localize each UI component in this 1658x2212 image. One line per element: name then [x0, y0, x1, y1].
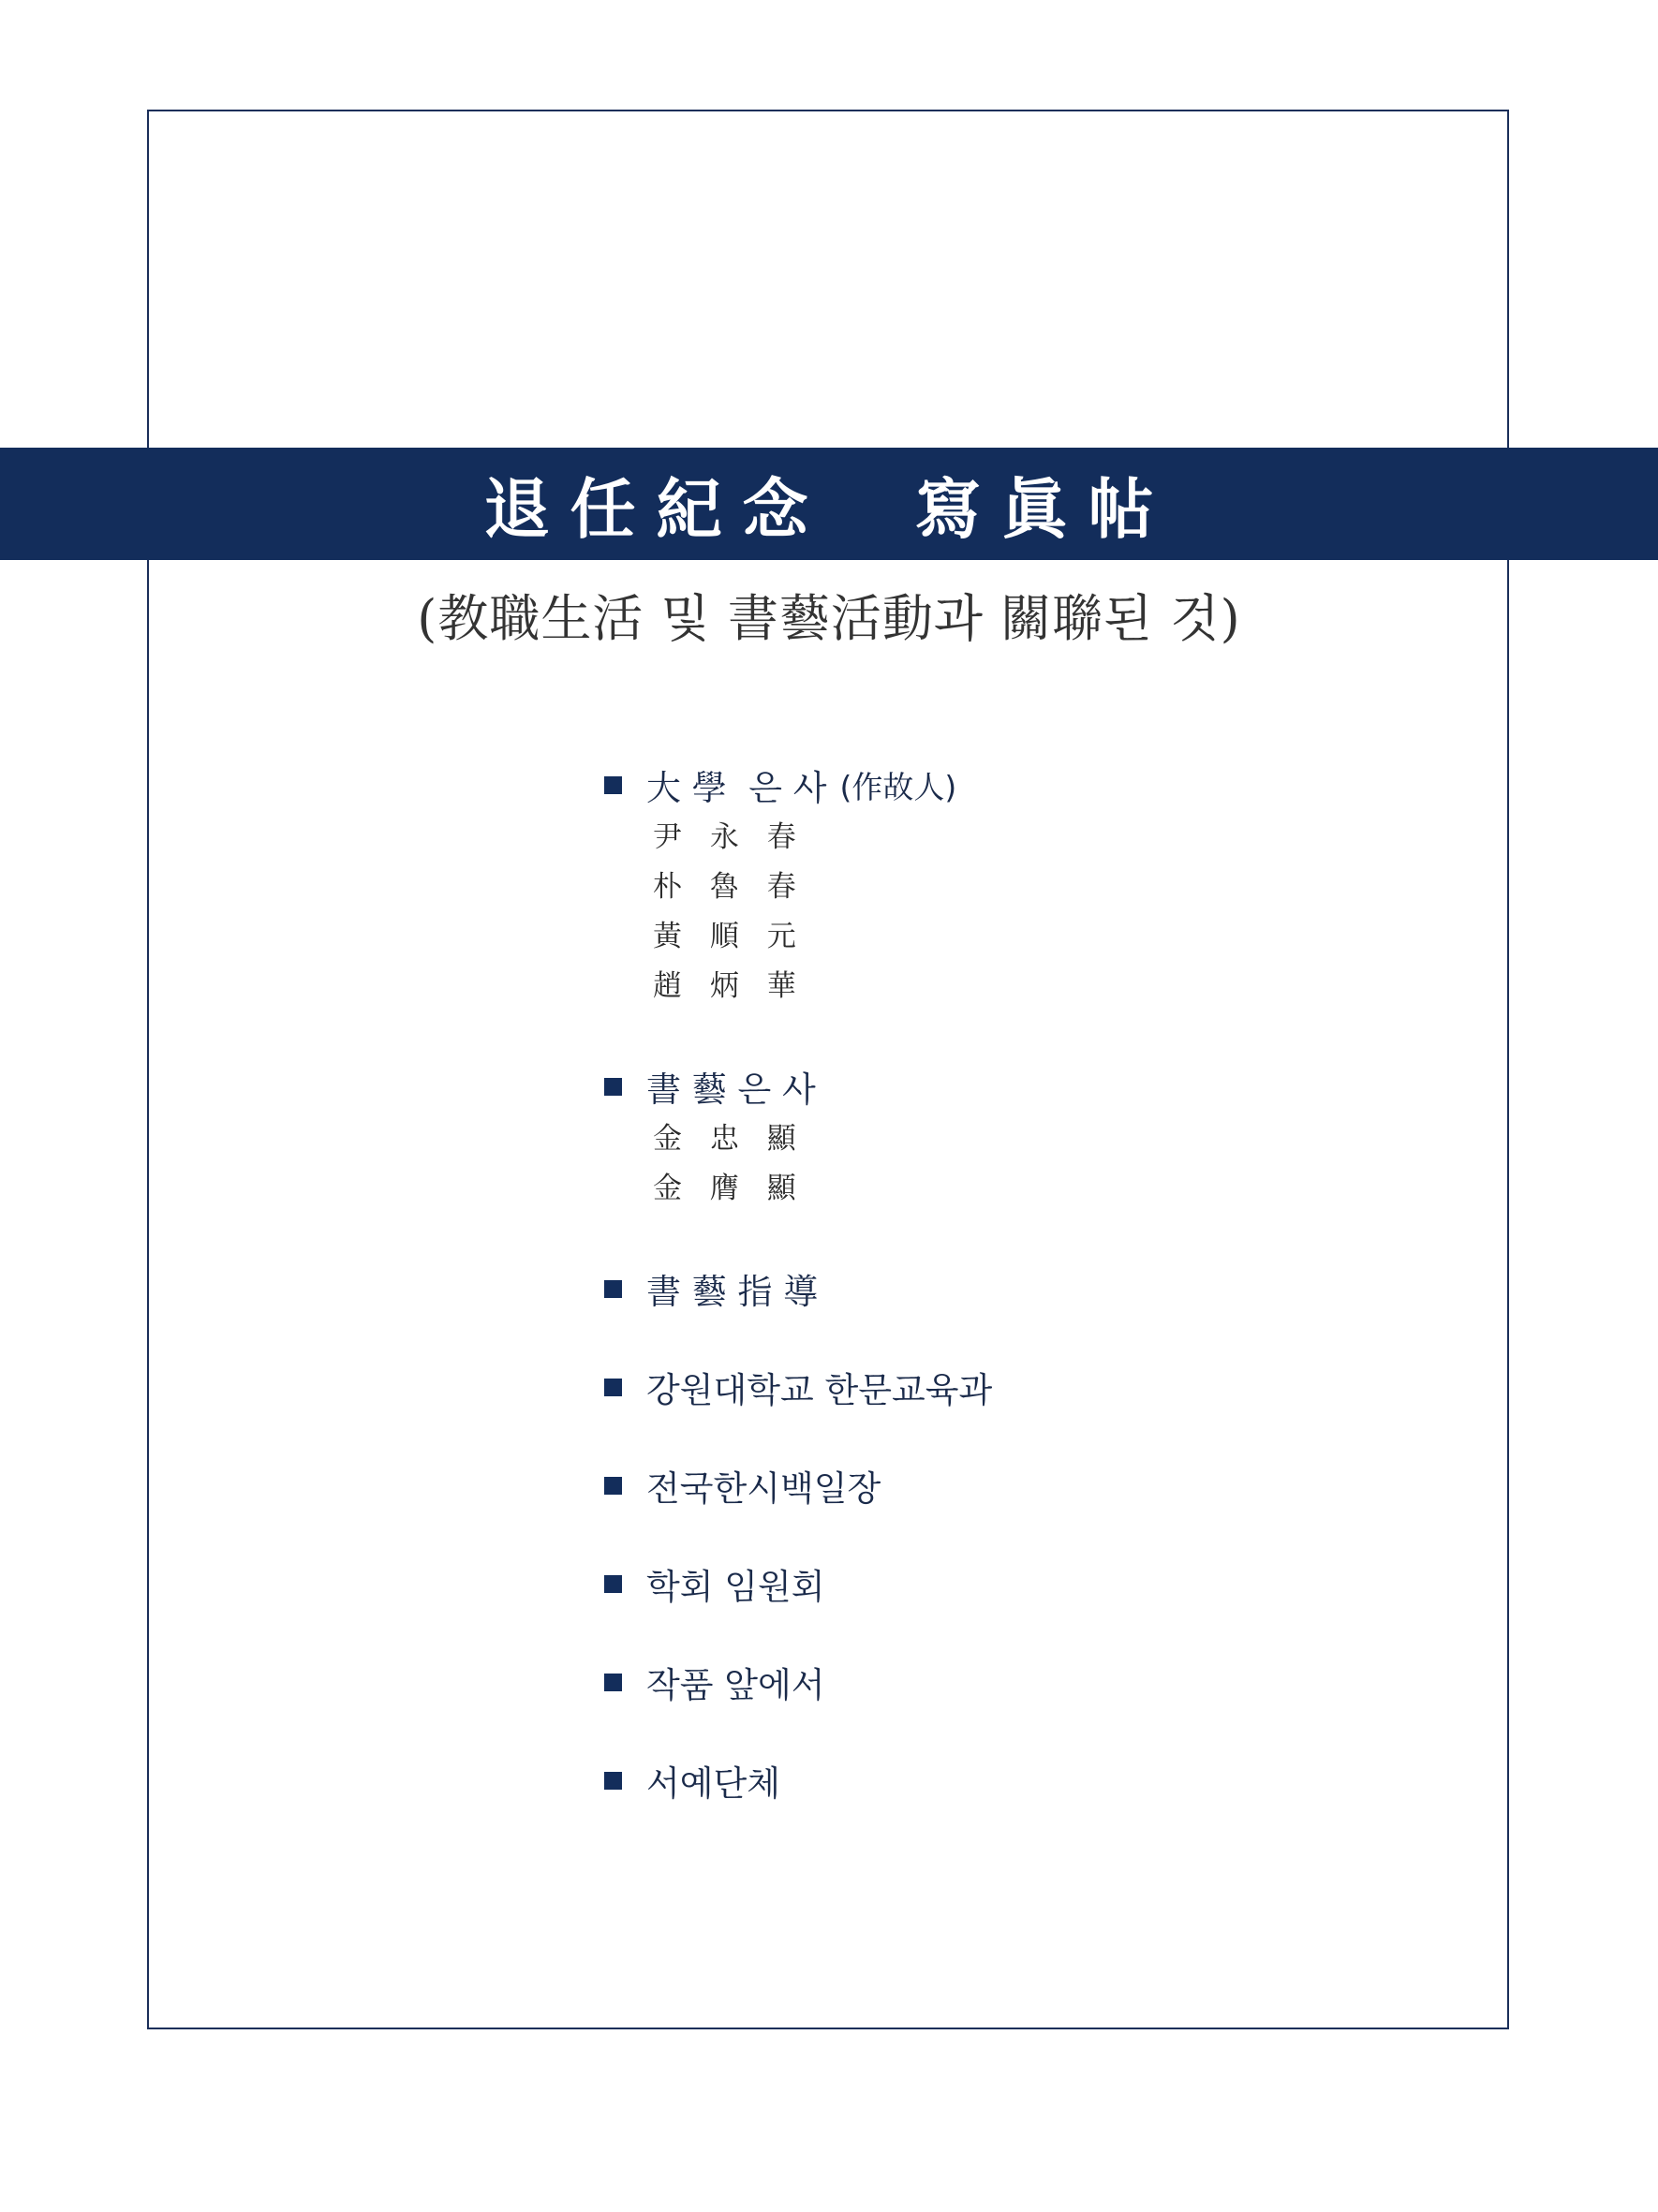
square-bullet-icon [604, 1379, 622, 1396]
square-bullet-icon [604, 1772, 622, 1790]
section-heading [604, 1058, 1447, 1114]
square-bullet-icon [604, 1575, 622, 1593]
section-label: 학회 임원회 [646, 1567, 825, 1607]
section-label: 書 藝 은 사 [646, 1069, 816, 1110]
name-list [653, 1114, 1447, 1214]
list-item: 朴 魯 春 [653, 870, 806, 904]
section-heading [604, 1654, 1447, 1710]
page-title: 退任紀念 寫眞帖 [483, 469, 1175, 548]
page-subtitle: (教職生活 및 書藝活動과 關聯된 것) [417, 589, 1241, 648]
section-label: 大 學 은 사 [646, 768, 827, 808]
section-university-teachers [604, 757, 1447, 1011]
section-calligraphy-teachers [604, 1058, 1447, 1214]
title-band [0, 448, 1658, 560]
list-item: 金 膺 顯 [653, 1172, 806, 1205]
section-label: 서예단체 [646, 1763, 780, 1804]
contents-list [604, 757, 1447, 1808]
section-poetry-contest [604, 1457, 1447, 1513]
section-calligraphy-groups [604, 1752, 1447, 1808]
section-label: 書 藝 指 導 [646, 1272, 819, 1312]
section-before-works [604, 1654, 1447, 1710]
list-item: 尹 永 春 [653, 820, 806, 854]
square-bullet-icon [604, 776, 622, 794]
section-kangwon-univ [604, 1359, 1447, 1415]
section-heading [604, 1359, 1447, 1415]
section-heading [604, 1261, 1447, 1317]
section-calligraphy-instruction [604, 1261, 1447, 1317]
list-item: 黃 順 元 [653, 920, 806, 953]
square-bullet-icon [604, 1280, 622, 1298]
list-item: 趙 炳 華 [653, 969, 806, 1003]
list-item: 金 忠 顯 [653, 1122, 806, 1156]
section-heading [604, 1752, 1447, 1808]
section-heading [604, 1556, 1447, 1612]
section-heading [604, 757, 1447, 813]
square-bullet-icon [604, 1078, 622, 1096]
section-note: (作故人) [839, 768, 957, 805]
section-heading [604, 1457, 1447, 1513]
square-bullet-icon [604, 1477, 622, 1495]
section-label: 작품 앞에서 [646, 1665, 825, 1705]
section-label: 강원대학교 한문교육과 [646, 1370, 993, 1410]
section-society-officers [604, 1556, 1447, 1612]
name-list [653, 813, 1447, 1011]
section-label: 전국한시백일장 [646, 1468, 881, 1509]
square-bullet-icon [604, 1674, 622, 1691]
